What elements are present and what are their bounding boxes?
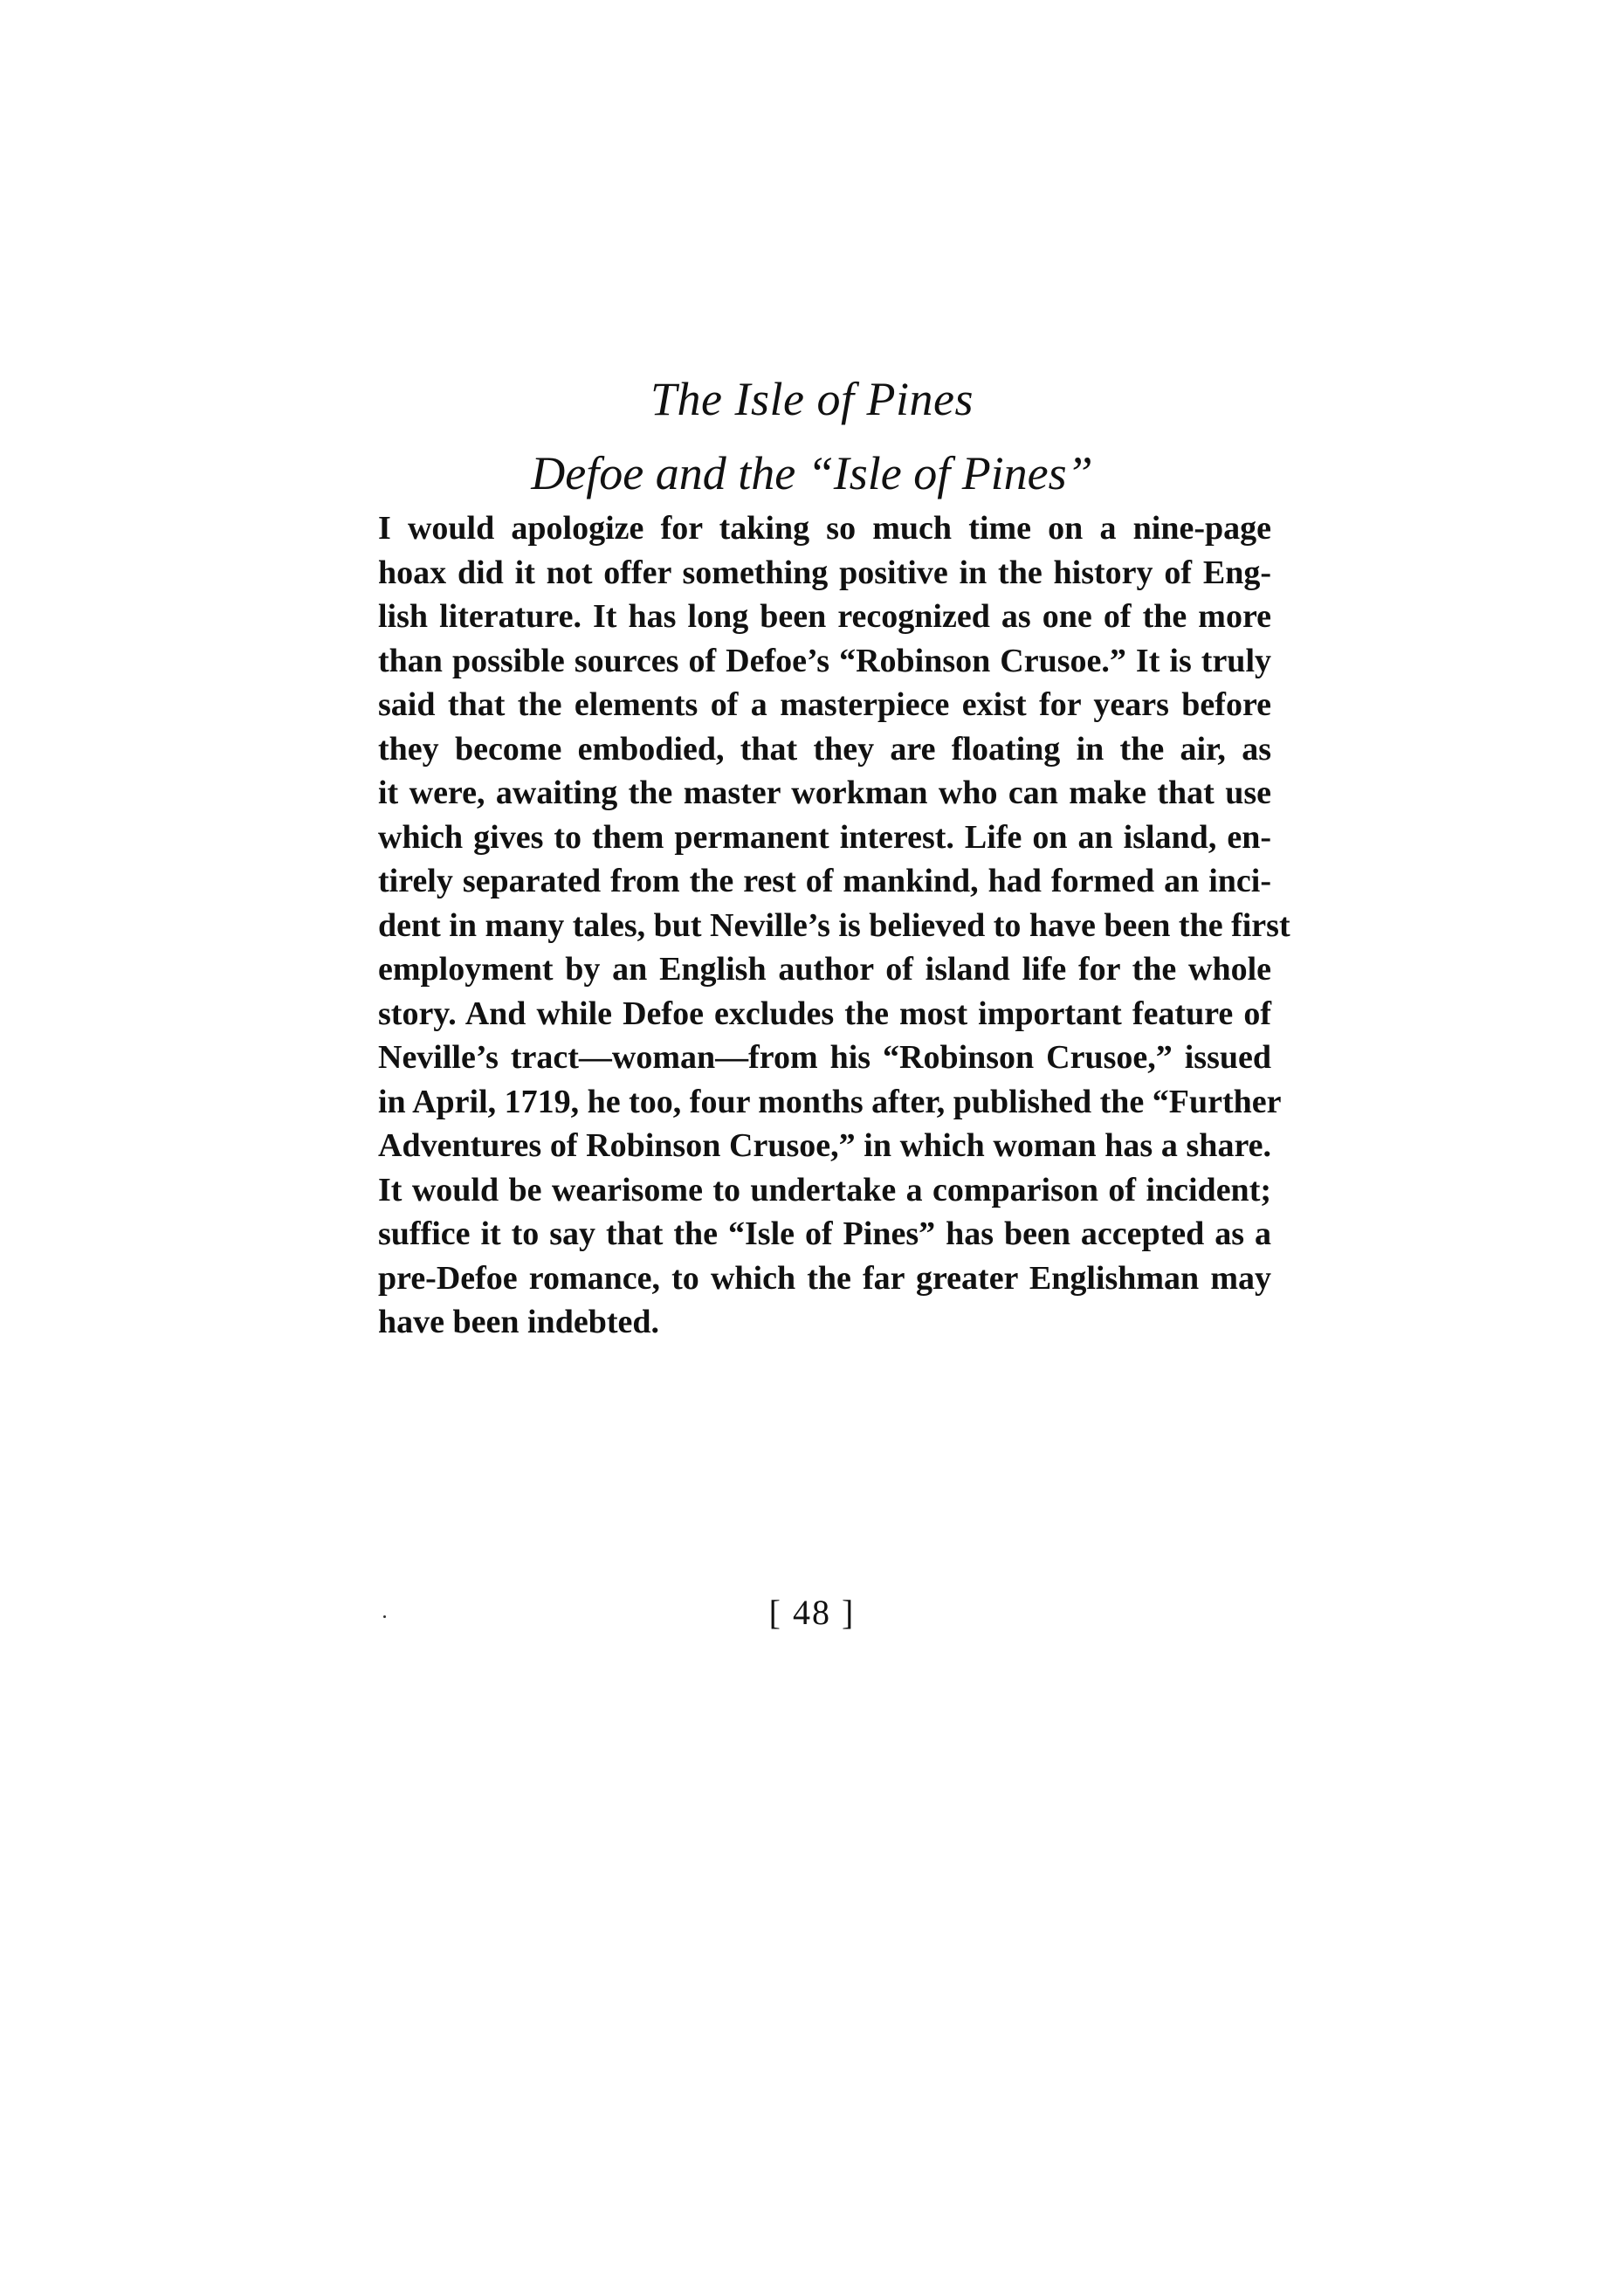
body-line: in April, 1719, he too, four months after, published the “Further [378,1083,1282,1120]
body-line: have been indebted. [378,1304,659,1340]
body-line: tirely separated from the rest of mankind, had formed an inci- [378,863,1271,899]
body-line: hoax did it not offer something positive in the history of Eng- [378,554,1271,591]
body-line: employment by an English author of island life for the whole [378,951,1271,988]
body-line: dent in many tales, but Neville’s is believed to have been the first [378,906,1290,944]
body-line: which gives to them permanent interest. Life on an island, en- [378,818,1271,856]
body-line: said that the elements of a masterpiece exist for years before [378,686,1271,723]
body-line: pre-Defoe romance, to which the far greater Englishman may [378,1259,1271,1297]
body-line: Adventures of Robinson Crusoe,” in which woman has a share. [378,1127,1271,1164]
body-line: they become embodied, that they are floating in the air, as [378,730,1271,768]
page-number: [ 48 ] [768,1593,856,1632]
body-line: suffice it to say that the “Isle of Pines” has been accepted as a [378,1215,1271,1252]
body-line: I would apologize for taking so much time on a nine-page [378,510,1271,547]
running-head: The Isle of Pines [650,373,974,425]
body-line: story. And while Defoe excludes the most important feature of [378,995,1271,1032]
section-title: Defoe and the “Isle of Pines” [531,447,1093,499]
body-line: Neville’s tract—woman—from his “Robinson Crusoe,” issued [378,1039,1271,1076]
body-line: than possible sources of Defoe’s “Robinson Crusoe.” It is truly [378,642,1271,679]
body-line: it were, awaiting the master workman who can make that use [378,775,1271,811]
body-paragraph [378,506,1290,1345]
body-line: It would be wearisome to undertake a comparison of incident; [378,1171,1271,1208]
body-line: lish literature. It has long been recognized as one of the more [378,598,1271,635]
